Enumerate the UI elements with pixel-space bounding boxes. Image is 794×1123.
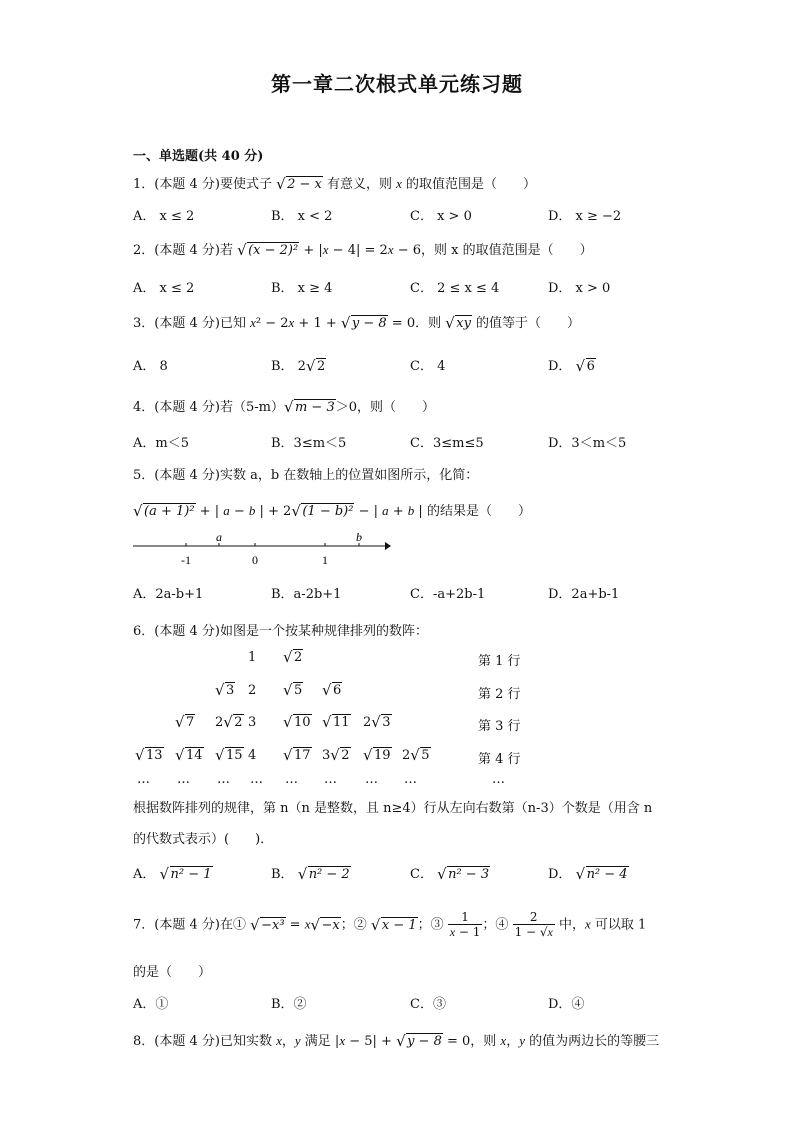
matrix-cell: 3√ 2 [322,748,351,763]
section-heading: 一、单选题(共 40 分) [133,149,264,164]
matrix-cell: 2√ 2 [215,715,244,730]
q7-option-d[interactable]: D．④ [548,997,585,1012]
matrix-ellipsis: … [285,772,298,787]
q2-option-c[interactable]: C． 2 ≤ x ≤ 4 [410,281,500,296]
q6-option-c[interactable]: C． √ n² − 3 [410,863,490,882]
q1-option-a[interactable]: A． x ≤ 2 [133,209,195,224]
q5-option-a[interactable]: A．2a-b+1 [133,587,204,602]
matrix-row-label: 第 4 行 [478,752,521,767]
matrix-cell: √ 15 [215,748,244,763]
q5-option-b[interactable]: B．a-2b+1 [271,587,342,602]
matrix-ellipsis: … [365,772,378,787]
matrix-ellipsis: … [250,772,263,787]
question-6-desc-1: 根据数阵排列的规律，第 n（n 是整数，且 n≥4）行从左向右数第（n-3）个数是（用含 n [133,801,653,816]
question-5-expression: √ (a + 1)² + | a − b | + 2√ (1 − b)² − | a + b | 的结果是（ ） [133,500,531,519]
matrix-row-label: 第 1 行 [478,654,521,669]
q4-option-b[interactable]: B．3≤m＜5 [271,436,347,451]
q3-option-b[interactable]: B． 2√ 2 [271,355,326,374]
q7-option-a[interactable]: A．① [133,997,169,1012]
axis-tick-0: 0 [252,553,258,567]
matrix-row-label: 第 3 行 [478,719,521,734]
matrix-cell: 4 [248,748,257,763]
matrix-ellipsis: … [404,772,417,787]
matrix-cell: √ 6 [322,683,342,698]
q2-option-d[interactable]: D． x > 0 [548,281,611,296]
q6-option-d[interactable]: D． √ n² − 4 [548,863,629,882]
matrix-cell: 2√ 3 [363,715,392,730]
q3-option-d[interactable]: D． √ 6 [548,355,596,374]
question-3: 3．(本题 4 分)已知 x² − 2x + 1 + √ y − 8 = 0．则 √ xy 的值等于（ ） [133,312,580,331]
matrix-cell: 2 [248,683,257,698]
matrix-cell: √ 11 [322,715,351,730]
question-6: 6．(本题 4 分)如图是一个按某种规律排列的数阵： [133,624,428,639]
axis-label-b: b [356,530,362,544]
q5-option-d[interactable]: D．2a+b-1 [548,587,620,602]
matrix-ellipsis: … [324,772,337,787]
matrix-ellipsis: … [217,772,230,787]
question-6-desc-2: 的代数式表示）( )． [133,832,274,847]
question-7-cont: 的是（ ） [133,965,212,980]
question-7: 7．(本题 4 分)在① √ −x³ = x√ −x；② √ x − 1；③ $\frac{1}{x - 1}$ ；④ $\frac{2}{1 - √x}$ 中，x 可以取 1 [133,910,646,940]
matrix-cell: √ 7 [175,715,195,730]
q3-option-a[interactable]: A． 8 [133,359,168,374]
q7-option-c[interactable]: C．③ [410,997,446,1012]
matrix-cell: √ 5 [283,683,303,698]
matrix-cell: √ 17 [283,748,312,763]
q7-option-b[interactable]: B．② [271,997,307,1012]
number-line [133,528,395,572]
q6-option-a[interactable]: A． √ n² − 1 [133,863,213,882]
question-4: 4．(本题 4 分)若（5-m）√ m − 3＞0，则（ ） [133,396,435,415]
question-1: 1．(本题 4 分)要使式子 √ 2 − x 有意义，则 x 的取值范围是（ ） [133,173,536,192]
matrix-cell: √ 13 [135,748,164,763]
matrix-cell: √ 10 [283,715,312,730]
axis-label-a: a [216,530,222,544]
q1-option-b[interactable]: B． x < 2 [271,209,333,224]
q2-option-a[interactable]: A． x ≤ 2 [133,281,195,296]
matrix-row-label: 第 2 行 [478,687,521,702]
q4-option-d[interactable]: D．3＜m＜5 [548,436,627,451]
question-5: 5．(本题 4 分)实数 a，b 在数轴上的位置如图所示，化简： [133,468,479,483]
question-2: 2．(本题 4 分)若 √ (x − 2)² + |x − 4| = 2x − 6，则 x 的取值范围是（ ） [133,239,593,258]
page-title: 第一章二次根式单元练习题 [271,72,523,96]
q2-option-b[interactable]: B． x ≥ 4 [271,281,333,296]
matrix-ellipsis: … [177,772,190,787]
axis-tick-neg1: -1 [181,553,191,567]
matrix-cell: √ 14 [175,748,204,763]
matrix-cell: √ 3 [215,683,235,698]
matrix-cell: √ 2 [283,650,303,665]
question-8: 8．(本题 4 分)已知实数 x，y 满足 |x − 5| + √ y − 8 = 0，则 x，y 的值为两边长的等腰三 [133,1030,659,1049]
matrix-cell: 3 [248,715,257,730]
q6-option-b[interactable]: B． √ n² − 2 [271,863,351,882]
matrix-ellipsis: … [492,772,505,787]
q5-option-c[interactable]: C．-a+2b-1 [410,587,486,602]
q1-option-d[interactable]: D． x ≥ −2 [548,209,622,224]
axis-tick-1: 1 [322,553,328,567]
q4-option-a[interactable]: A．m＜5 [133,436,189,451]
matrix-cell: 2√ 5 [402,748,431,763]
matrix-cell: √ 19 [363,748,392,763]
matrix-cell: 1 [248,650,257,665]
matrix-ellipsis: … [137,772,150,787]
q4-option-c[interactable]: C．3≤m≤5 [410,436,484,451]
q1-option-c[interactable]: C． x > 0 [410,209,472,224]
q3-option-c[interactable]: C． 4 [410,359,446,374]
